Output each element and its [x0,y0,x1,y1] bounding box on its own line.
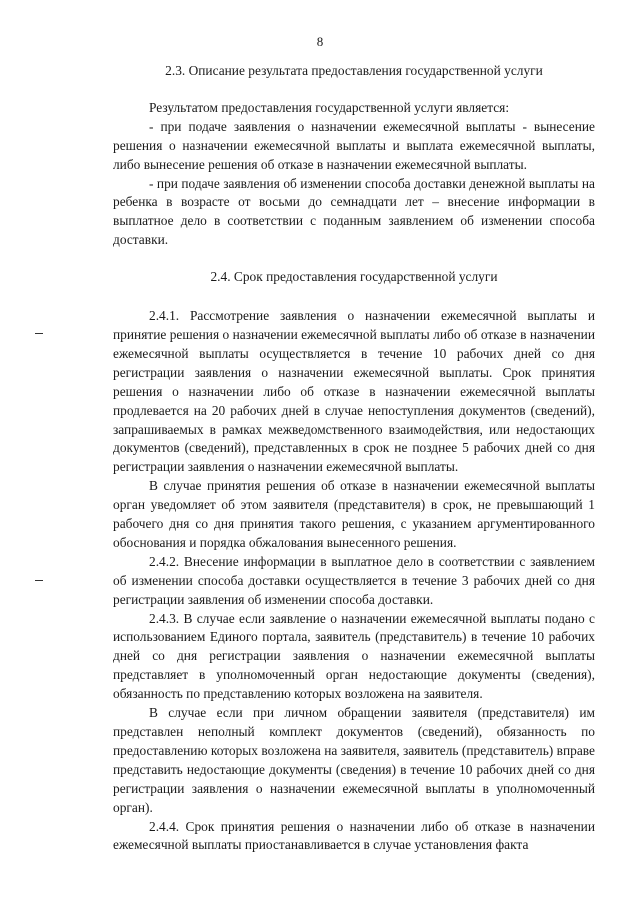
document-body [113,62,595,855]
section-heading-2-3: 2.3. Описание результата предоставления государственной услуги [165,63,543,78]
paragraph-2-4-3: 2.4.3. В случае если заявление о назначении ежемесячной выплаты подано с использованием Единого портала, заявитель (представитель) в течение 10 рабочих дней со дня регистрации заявления о назначении ежемесячной выплаты представляет в уполномоченный орган недостающие документы (сведения), обязанность по представлению которых возложена на заявителя. [113,610,595,702]
paragraph: В случае если при личном обращении заявителя (представителя) им представлен неполный комплект документов (сведений), обязанность по предоставлению которых возложена на заявителя, заявитель (представитель) вправе представить недостающие документы (сведения) в течение 10 рабочих дней со дня регистрации заявления о назначении ежемесячной выплаты в уполномоченный орган). [113,705,595,815]
paragraph: В случае принятия решения об отказе в назначении ежемесячной выплаты орган уведомляет об этом заявителя (представителя) в срок, не превышающий 1 рабочего дня со дня принятия такого решения, с указанием аргументированного обоснования и порядка обжалования вынесенного решения. [113,478,595,550]
paragraph: Результатом предоставления государственной услуги является: [149,99,510,115]
margin-dash-mark [35,333,43,334]
paragraph: - при подаче заявления о назначении ежемесячной выплаты - вынесение решения о назначении ежемесячной выплаты и выплата ежемесячной выплаты, либо вынесение решения об отказе в назначении ежемесячной выплаты. [113,118,595,172]
section-heading-2-4: 2.4. Срок предоставления государственной услуги [210,269,498,285]
paragraph-2-4-4: 2.4.4. Срок принятия решения о назначении либо об отказе в назначении ежемесячной выплаты приостанавливается в случае установления факта [113,818,595,853]
paragraph-2-4-2: 2.4.2. Внесение информации в выплатное дело в соответствии с заявлением об изменении способа доставки осуществляется в течение 3 рабочих дней со дня регистрации заявления об изменении способа доставки. [113,553,595,607]
paragraph-2-4-1: 2.4.1. Рассмотрение заявления о назначении ежемесячной выплаты и принятие решения о назначении ежемесячной выплаты либо об отказе в назначении ежемесячной выплаты осуществляется в течение 10 рабочих дней со дня регистрации заявления о назначении ежемесячной выплаты. Срок принятия решения о назначении либо об отказе в назначении ежемесячной выплаты продлевается на 20 рабочих дней в случае непоступления документов (сведений), запрашиваемых в рамках межведомственного взаимодействия, или недостающих документов (сведений), представленных в срок не позднее 5 рабочих дней со дня регистрации заявления о назначении ежемесячной выплаты. [113,308,595,475]
margin-dash-mark [35,580,43,581]
page-number: 8 [316,34,324,49]
paragraph: - при подаче заявления об изменении способа доставки денежной выплаты на ребенка в возрасте от восьми до семнадцати лет – внесение информации в выплатное дело в соответствии с поданным заявлением об изменении способа доставки. [113,175,595,248]
